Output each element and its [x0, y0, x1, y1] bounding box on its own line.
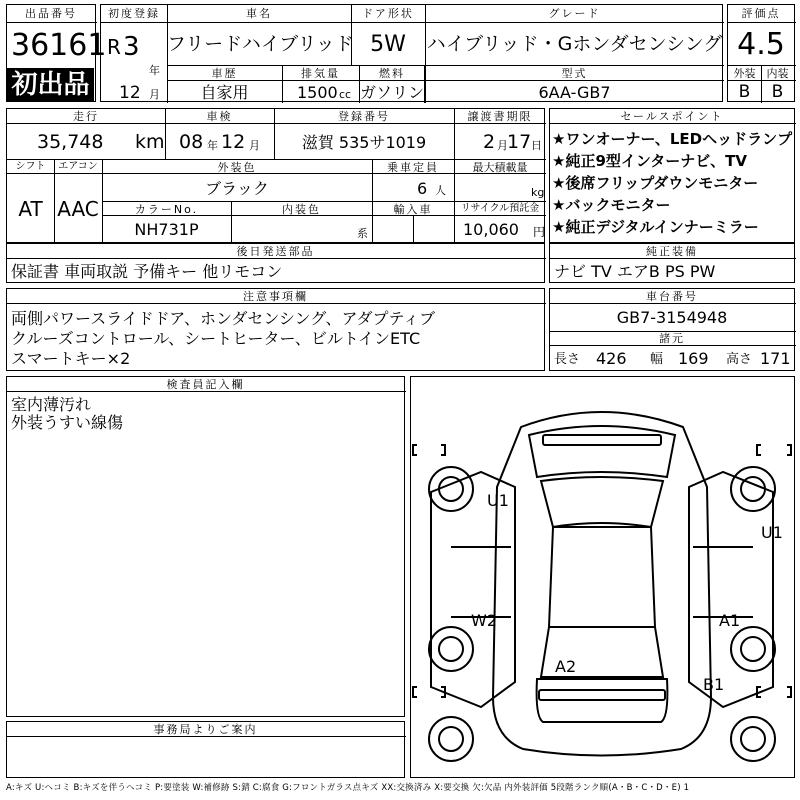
transfer-deadline-label: 譲渡書期限: [467, 110, 533, 123]
capacity-label: 乗車定員: [387, 161, 439, 174]
registration-month: 12: [119, 83, 141, 103]
inspector-box: [6, 376, 405, 717]
interior-grade-label: 内装: [766, 67, 789, 80]
notes-line-1: 両側パワースライドドア、ホンダセンシング、アダプティブ: [11, 309, 436, 328]
interior-color-suffix: 系: [357, 227, 368, 240]
selling-points-label: セールスポイント: [620, 110, 724, 123]
inspector-line-2: 外装うすい線傷: [11, 413, 124, 432]
recycle-deposit: 10,060: [463, 220, 519, 239]
transfer-day: 17: [507, 131, 532, 153]
exterior-color: ブラック: [205, 179, 269, 198]
aircon: AAC: [57, 197, 99, 221]
fuel: ガソリン: [359, 83, 424, 102]
first-registration-label: 初度登録: [108, 7, 160, 20]
damage-mark-w2: W2: [471, 611, 497, 630]
notes-line-3: スマートキー×2: [11, 349, 131, 368]
office-box: [6, 721, 405, 778]
door-type: 5W: [370, 32, 406, 57]
car-diagram: [410, 376, 795, 778]
mileage: 35,748: [37, 131, 104, 153]
grade: ハイブリッド・Gホンダセンシング: [426, 33, 723, 55]
displacement-unit: cc: [339, 88, 352, 101]
length-label: 長さ: [554, 352, 581, 367]
model: 6AA-GB7: [538, 83, 611, 102]
shift-label: シフト: [15, 161, 46, 172]
max-load-label: 最大積載量: [472, 161, 528, 174]
door-label: ドア形状: [362, 7, 414, 20]
score-box: [727, 4, 795, 102]
notes-label: 注意事項欄: [243, 290, 308, 303]
later-parts-label: 後日発送部品: [236, 245, 315, 258]
genuine-equipment-label: 純正装備: [646, 245, 698, 258]
inspection-month-unit: 月: [249, 139, 260, 152]
notes-box: [6, 288, 545, 371]
legend: A:キズ U:ヘコミ B:キズを伴うヘコミ P:要塗装 W:補修跡 S:錆 C:腐食 G:フロントガラス点キズ XX:交換済み X:要交換 欠:欠品 内外装評価 5段階ランク順(A・B・C・D・E) 1: [6, 783, 690, 793]
mileage-label: 走行: [73, 110, 99, 123]
height-label: 高さ: [726, 352, 753, 367]
car-outline: [411, 377, 793, 776]
genuine-equipment-box: [549, 243, 795, 283]
color-number: NH731P: [134, 220, 199, 239]
selling-point-4: ★バックモニター: [552, 196, 671, 214]
height: 171: [760, 349, 791, 368]
genuine-equipment: ナビ TV エアB PS PW: [554, 262, 716, 281]
chassis-box: [549, 288, 795, 371]
shift: AT: [18, 197, 43, 221]
transfer-month: 2: [483, 131, 496, 153]
capacity-unit: 人: [435, 184, 446, 197]
history-label: 車歴: [211, 67, 238, 80]
aircon-label: エアコン: [58, 161, 98, 172]
year-unit: 年: [149, 64, 160, 77]
max-load-unit: kg: [531, 186, 545, 199]
inspection-label: 車検: [206, 110, 233, 123]
displacement-label: 排気量: [301, 67, 340, 80]
inspector-line-1: 室内薄汚れ: [11, 395, 92, 414]
inspection-month: 12: [221, 131, 246, 153]
interior-grade: B: [771, 82, 784, 102]
car-name: フリードハイブリッド: [167, 33, 354, 55]
damage-mark-b1: B1: [703, 675, 725, 694]
registration-year: 3: [123, 32, 140, 62]
inspection-year-unit: 年: [207, 139, 218, 152]
lot-number: 36161: [11, 28, 107, 63]
inspector-label: 検査員記入欄: [166, 378, 245, 391]
exterior-color-label: 外装色: [217, 161, 257, 174]
plate-label: 登録番号: [338, 110, 390, 123]
plate-number: 滋賀 535サ1019: [301, 133, 427, 152]
width-label: 幅: [650, 352, 664, 367]
later-parts: 保証書 車両取説 予備キー 他リモコン: [11, 262, 283, 281]
office-label: 事務局よりご案内: [153, 723, 258, 736]
lot-number-label: 出品番号: [25, 7, 77, 20]
damage-mark-a2: A2: [555, 657, 577, 676]
notes-line-2: クルーズコントロール、シートヒーター、ビルトインETC: [11, 329, 421, 348]
grade-label: グレード: [548, 7, 601, 20]
length: 426: [596, 349, 627, 368]
score-label: 評価点: [741, 7, 781, 20]
score: 4.5: [737, 27, 785, 62]
selling-point-3: ★後席フリップダウンモニター: [552, 174, 759, 192]
recycle-unit: 円: [533, 225, 546, 239]
damage-mark-a1: A1: [719, 611, 741, 630]
interior-color-label: 内装色: [282, 203, 321, 216]
damage-mark-u1-right: U1: [761, 523, 783, 542]
selling-points-box: [549, 108, 795, 243]
inspection-year: 08: [179, 131, 204, 153]
color-number-label: カラーNo.: [134, 203, 199, 216]
model-label: 型式: [561, 67, 588, 80]
import-label: 輸入車: [393, 203, 433, 216]
first-listing-badge: 初出品: [7, 68, 94, 102]
displacement: 1500: [297, 83, 338, 102]
transfer-day-unit: 日: [531, 139, 542, 152]
transfer-month-unit: 月: [497, 139, 508, 152]
chassis-number: GB7-3154948: [616, 308, 728, 327]
width: 169: [678, 349, 709, 368]
capacity: 6: [417, 179, 428, 198]
car-name-label: 車名: [246, 7, 272, 20]
mileage-unit: km: [135, 131, 165, 153]
fuel-label: 燃料: [379, 67, 405, 80]
history: 自家用: [200, 83, 249, 102]
details-box: [6, 108, 545, 243]
lot-number-box: [6, 4, 107, 102]
selling-point-1: ★ワンオーナー、LEDヘッドランプ: [552, 130, 793, 148]
damage-mark-u1-left: U1: [487, 491, 509, 510]
selling-point-2: ★純正9型インターナビ、TV: [552, 152, 747, 170]
selling-point-5: ★純正デジタルインナーミラー: [552, 218, 759, 236]
era: R: [107, 35, 121, 59]
month-unit: 月: [149, 88, 160, 101]
exterior-grade: B: [738, 82, 751, 102]
vehicle-header-box: [100, 4, 723, 102]
specs-label: 諸元: [659, 332, 685, 345]
exterior-grade-label: 外装: [733, 67, 756, 80]
later-parts-box: [6, 243, 545, 283]
recycle-deposit-label: リサイクル預託金: [460, 203, 540, 214]
chassis-label: 車台番号: [646, 290, 698, 303]
